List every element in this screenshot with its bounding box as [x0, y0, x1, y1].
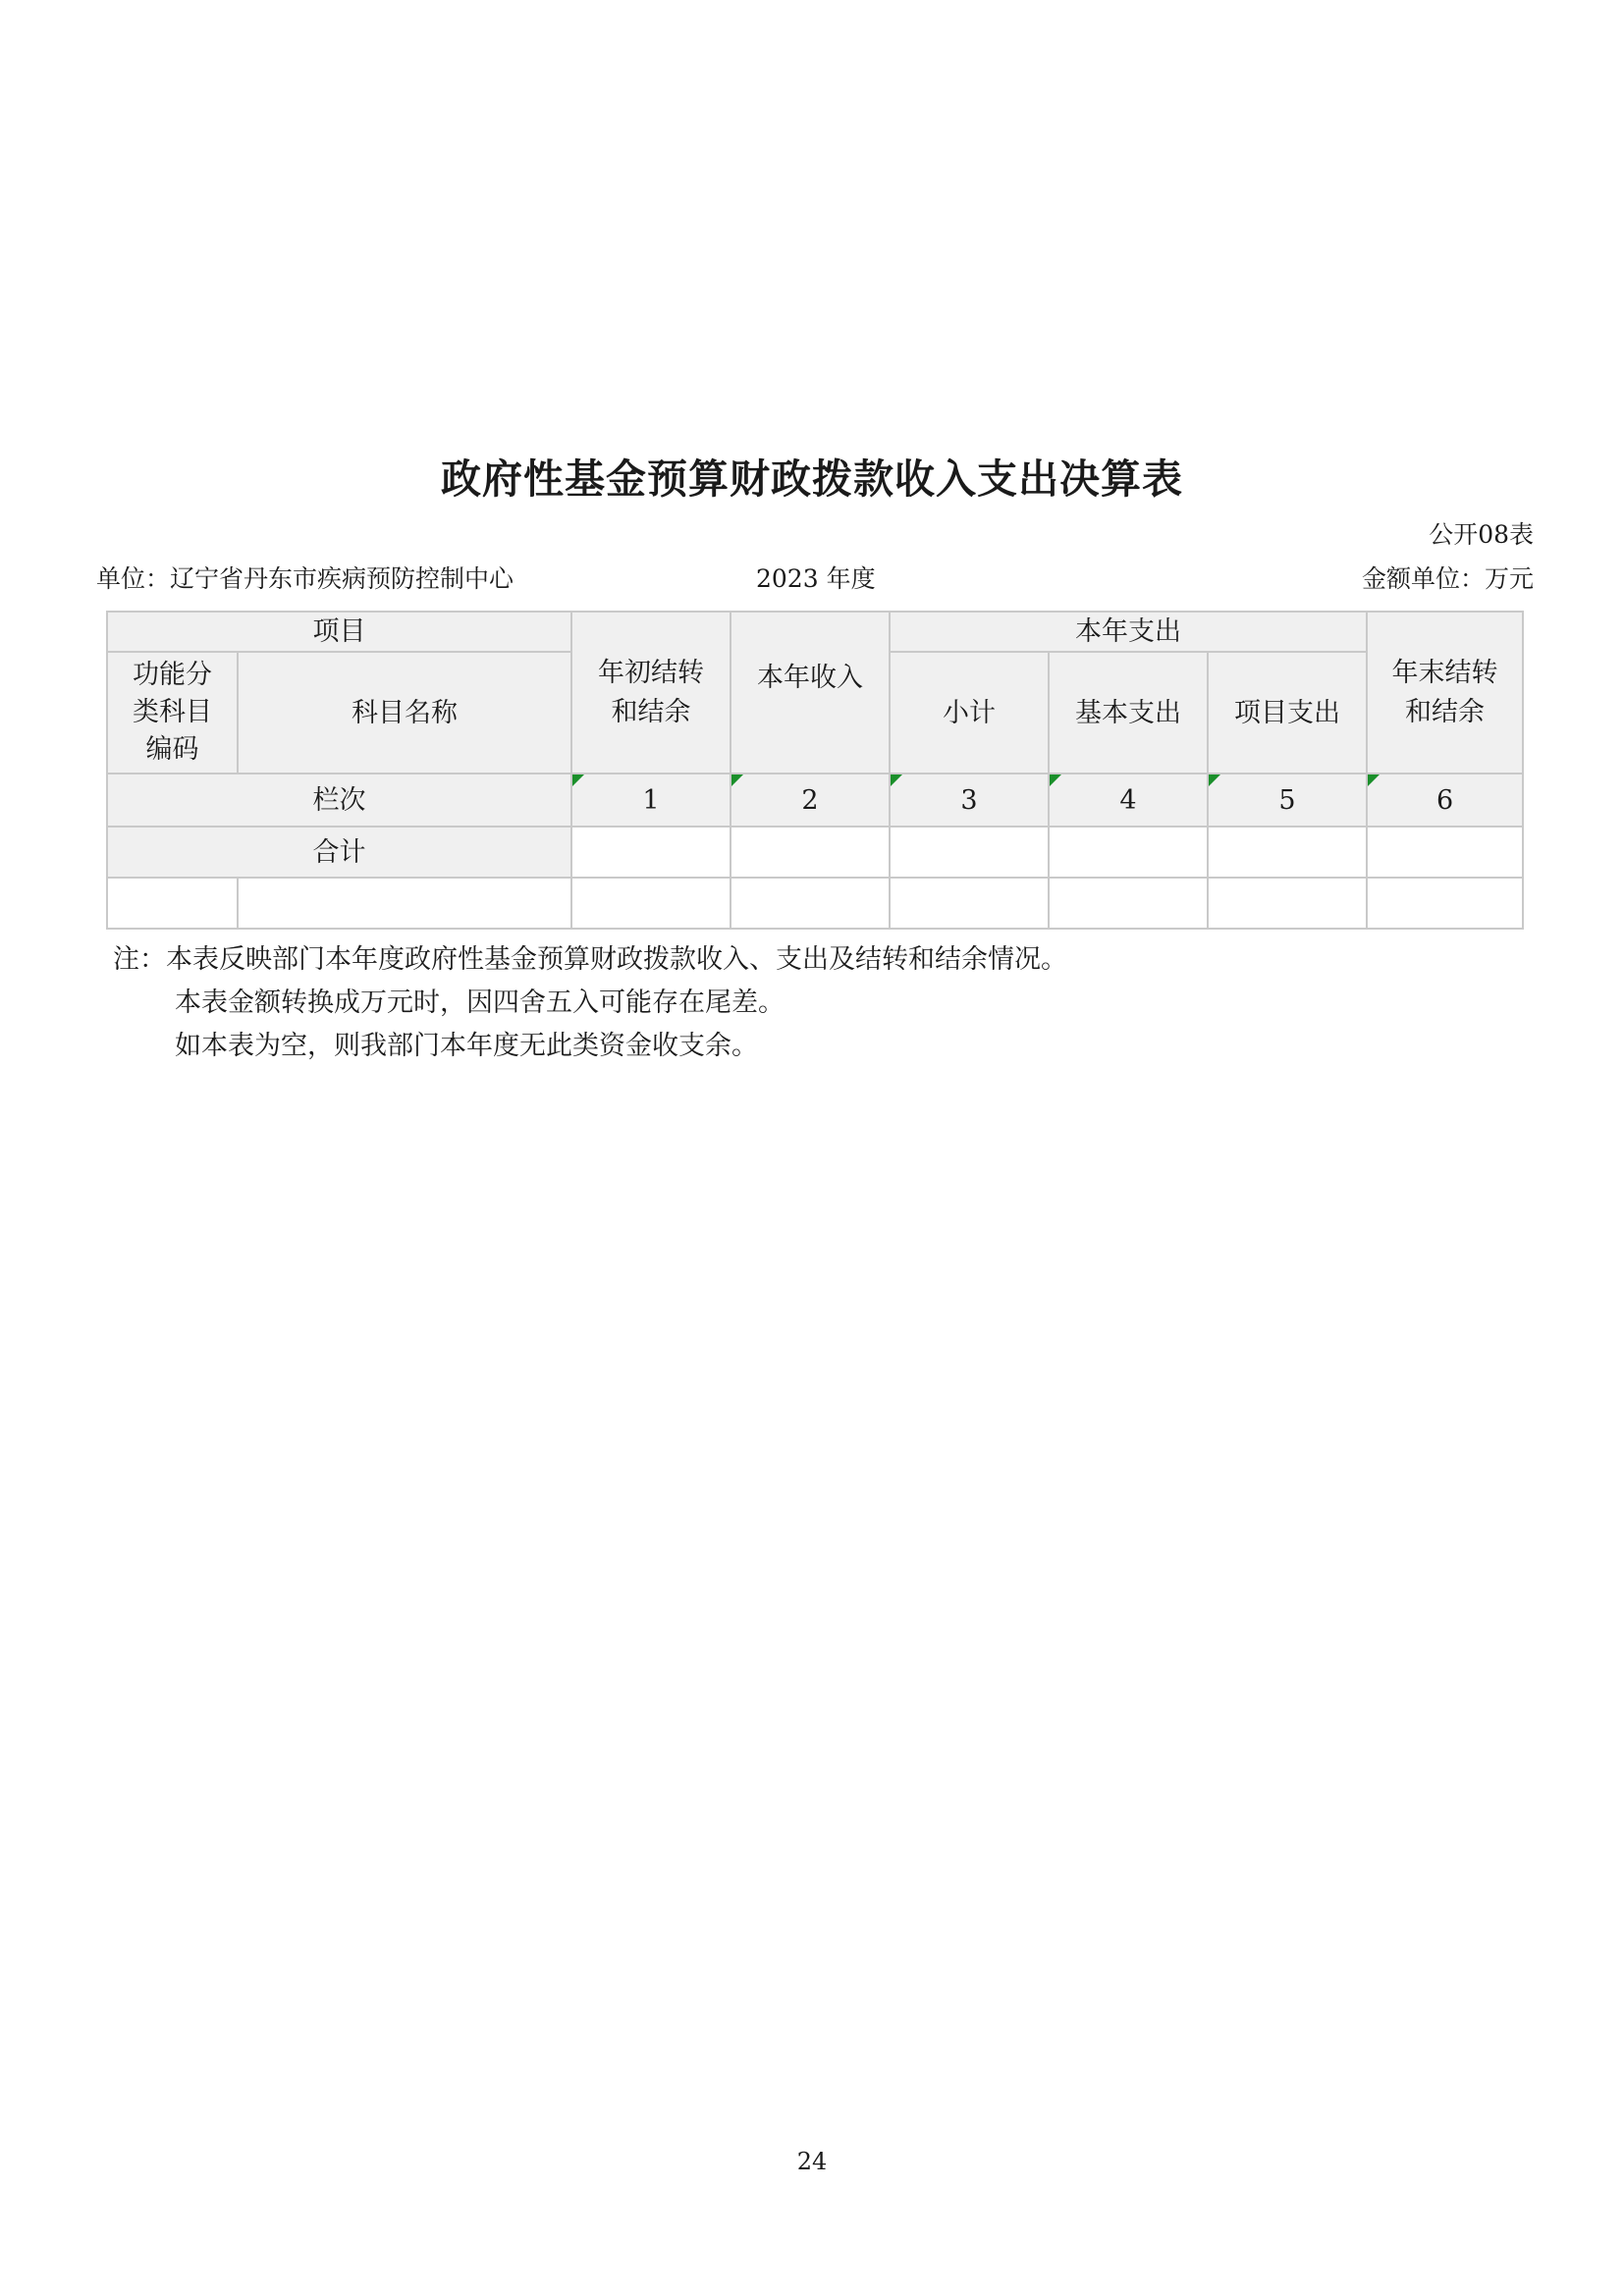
header-func-code — [107, 652, 238, 774]
total-cell — [731, 827, 890, 878]
total-row-label: 合计 — [107, 827, 571, 878]
header-project: 项目 — [107, 612, 571, 652]
col-number-5-text: 5 — [1278, 784, 1296, 816]
header-end-balance-text: 年末结转和结余 — [1391, 658, 1498, 727]
total-cell — [1208, 827, 1367, 878]
header-begin-balance — [571, 612, 731, 774]
header-project-expense: 项目支出 — [1208, 652, 1367, 774]
header-subject-name: 科目名称 — [238, 652, 571, 774]
green-corner-marker — [731, 774, 743, 786]
total-cell — [890, 827, 1049, 878]
empty-cell — [731, 878, 890, 929]
header-expense: 本年支出 — [890, 612, 1367, 652]
empty-cell — [238, 878, 571, 929]
col-number-1 — [571, 774, 731, 827]
col-number-6 — [1367, 774, 1523, 827]
col-number-3-text: 3 — [960, 784, 978, 816]
col-number-2-text: 2 — [801, 784, 819, 816]
note-line-2: 本表金额转换成万元时，因四舍五入可能存在尾差。 — [175, 988, 785, 1018]
col-number-4 — [1049, 774, 1208, 827]
green-corner-marker — [1209, 774, 1220, 786]
col-number-1-text: 1 — [642, 784, 660, 816]
col-number-4-text: 4 — [1119, 784, 1137, 816]
table-row — [107, 878, 1523, 929]
green-corner-marker — [1050, 774, 1061, 786]
header-begin-balance-text: 年初结转和结余 — [597, 658, 704, 727]
green-corner-marker — [572, 774, 584, 786]
header-income — [731, 612, 890, 774]
page-number: 24 — [796, 2148, 828, 2175]
header-func-code-text: 功能分类科目编码 — [133, 660, 212, 766]
note-line-3: 如本表为空，则我部门本年度无此类资金收支余。 — [175, 1031, 758, 1061]
empty-cell — [1208, 878, 1367, 929]
header-end-balance — [1367, 612, 1523, 774]
green-corner-marker — [1368, 774, 1380, 786]
header-basic-expense: 基本支出 — [1049, 652, 1208, 774]
green-corner-marker — [891, 774, 902, 786]
reporting-unit: 单位：辽宁省丹东市疾病预防控制中心 — [96, 564, 514, 593]
col-number-3 — [890, 774, 1049, 827]
total-cell — [1367, 827, 1523, 878]
note-line-1: 注：本表反映部门本年度政府性基金预算财政拨款收入、支出及结转和结余情况。 — [113, 944, 1067, 975]
fiscal-year: 2023 年度 — [756, 564, 876, 593]
empty-cell — [1049, 878, 1208, 929]
header-income-text: 本年收入 — [757, 663, 863, 693]
table-notes — [113, 938, 1067, 1068]
empty-cell — [1367, 878, 1523, 929]
budget-table — [106, 611, 1524, 930]
col-number-2 — [731, 774, 890, 827]
col-number-6-text: 6 — [1435, 784, 1454, 816]
total-cell — [1049, 827, 1208, 878]
page-title: 政府性基金预算财政拨款收入支出决算表 — [441, 455, 1183, 503]
row-index-label: 栏次 — [107, 774, 571, 827]
form-number: 公开08表 — [1429, 520, 1534, 549]
header-subtotal: 小计 — [890, 652, 1049, 774]
empty-cell — [890, 878, 1049, 929]
col-number-5 — [1208, 774, 1367, 827]
empty-cell — [571, 878, 731, 929]
total-cell — [571, 827, 731, 878]
amount-unit: 金额单位：万元 — [1361, 564, 1534, 593]
empty-cell — [107, 878, 238, 929]
